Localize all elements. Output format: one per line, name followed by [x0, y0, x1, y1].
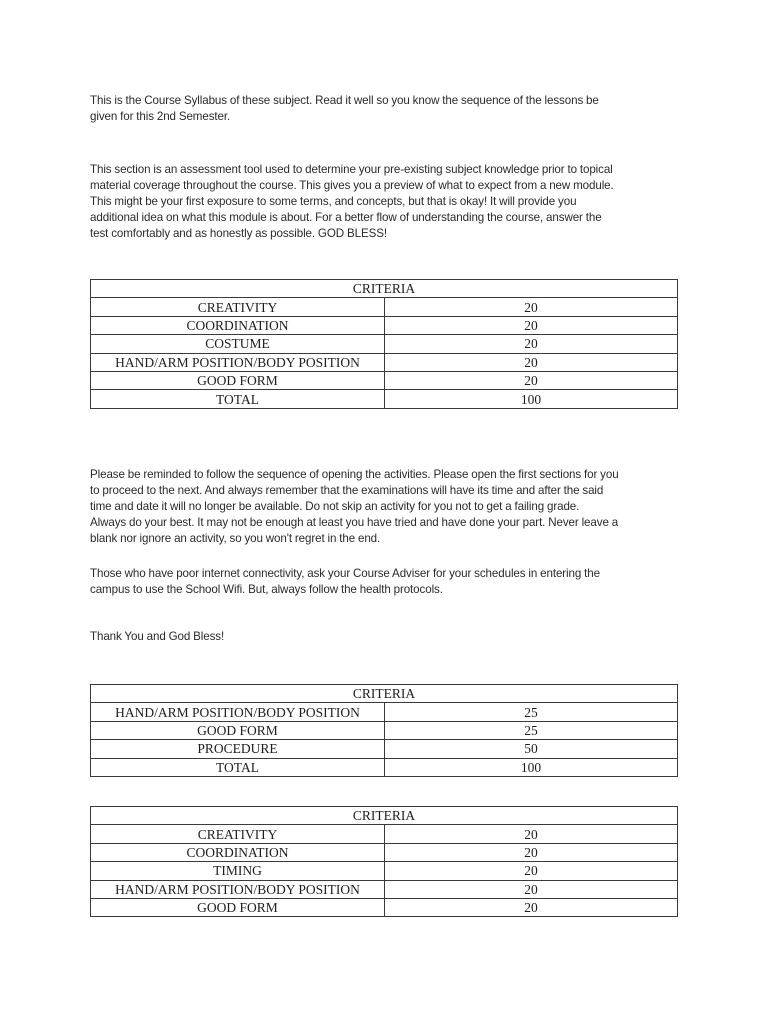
criterion-cell: GOOD FORM — [91, 371, 385, 389]
table-row — [91, 898, 678, 916]
points-cell: 100 — [385, 390, 678, 408]
assessment-paragraph: This section is an assessment tool used to determine your pre-existing subject knowledge prior to topical material coverage throughout the course. This gives you a preview of what to expect from a new module. This might be your first exposure to some terms, and concepts, but that is okay! It will provide you additional idea on what this module is about. For a better flow of understanding the course, answer the test comfortably and as honestly as possible. GOD BLESS! — [90, 163, 614, 240]
table-row — [91, 335, 678, 353]
table-row — [91, 880, 678, 898]
criterion-cell: COORDINATION — [91, 316, 385, 334]
table-header-row — [91, 685, 678, 703]
table-total-row — [91, 758, 678, 776]
criteria-table-3 — [90, 806, 678, 917]
criterion-cell: CREATIVITY — [91, 825, 385, 843]
thanks-paragraph: Thank You and God Bless! — [90, 630, 225, 643]
syllabus-paragraph: This is the Course Syllabus of these subject. Read it well so you know the sequence of the lessons be given for this 2nd Semester. — [90, 94, 599, 123]
criterion-cell: TOTAL — [91, 758, 385, 776]
criterion-cell: GOOD FORM — [91, 721, 385, 739]
criterion-cell: CREATIVITY — [91, 298, 385, 316]
criterion-cell: HAND/ARM POSITION/BODY POSITION — [91, 703, 385, 721]
criterion-cell: COSTUME — [91, 335, 385, 353]
points-cell: 20 — [385, 843, 678, 861]
criterion-cell: TIMING — [91, 862, 385, 880]
points-cell: 20 — [385, 898, 678, 916]
points-cell: 20 — [385, 880, 678, 898]
criterion-cell: PROCEDURE — [91, 740, 385, 758]
table-row — [91, 862, 678, 880]
table-row — [91, 721, 678, 739]
points-cell: 20 — [385, 862, 678, 880]
points-cell: 20 — [385, 335, 678, 353]
criteria-table-1 — [90, 279, 678, 409]
reminder-paragraph: Please be reminded to follow the sequence of opening the activities. Please open the first sections for you to proceed to the next. And always remember that the examinations will have its time and after the said time and date it will no longer be available. Do not skip an activity for you not to get a failing grade. Always do your best. It may not be enough at least you have tried and have done your part. Never leave a blank nor ignore an activity, so you won't regret in the end. — [90, 468, 619, 545]
criterion-cell: HAND/ARM POSITION/BODY POSITION — [91, 353, 385, 371]
table-row — [91, 703, 678, 721]
table-row — [91, 825, 678, 843]
points-cell: 20 — [385, 371, 678, 389]
criteria-table-2 — [90, 684, 678, 777]
criterion-cell: HAND/ARM POSITION/BODY POSITION — [91, 880, 385, 898]
points-cell: 20 — [385, 353, 678, 371]
points-cell: 100 — [385, 758, 678, 776]
points-cell: 20 — [385, 316, 678, 334]
table-row — [91, 316, 678, 334]
points-cell: 20 — [385, 825, 678, 843]
criterion-cell: TOTAL — [91, 390, 385, 408]
points-cell: 25 — [385, 721, 678, 739]
table-header: CRITERIA — [91, 685, 678, 703]
table-header: CRITERIA — [91, 807, 678, 825]
points-cell: 50 — [385, 740, 678, 758]
criterion-cell: COORDINATION — [91, 843, 385, 861]
points-cell: 25 — [385, 703, 678, 721]
table-row — [91, 740, 678, 758]
points-cell: 20 — [385, 298, 678, 316]
table-row — [91, 843, 678, 861]
table-row — [91, 298, 678, 316]
table-header: CRITERIA — [91, 280, 678, 298]
table-row — [91, 371, 678, 389]
criterion-cell: GOOD FORM — [91, 898, 385, 916]
table-total-row — [91, 390, 678, 408]
connectivity-paragraph: Those who have poor internet connectivity, ask your Course Adviser for your schedules in entering the campus to use the School Wifi. But, always follow the health protocols. — [90, 567, 600, 596]
table-header-row — [91, 807, 678, 825]
table-header-row — [91, 280, 678, 298]
table-row — [91, 353, 678, 371]
